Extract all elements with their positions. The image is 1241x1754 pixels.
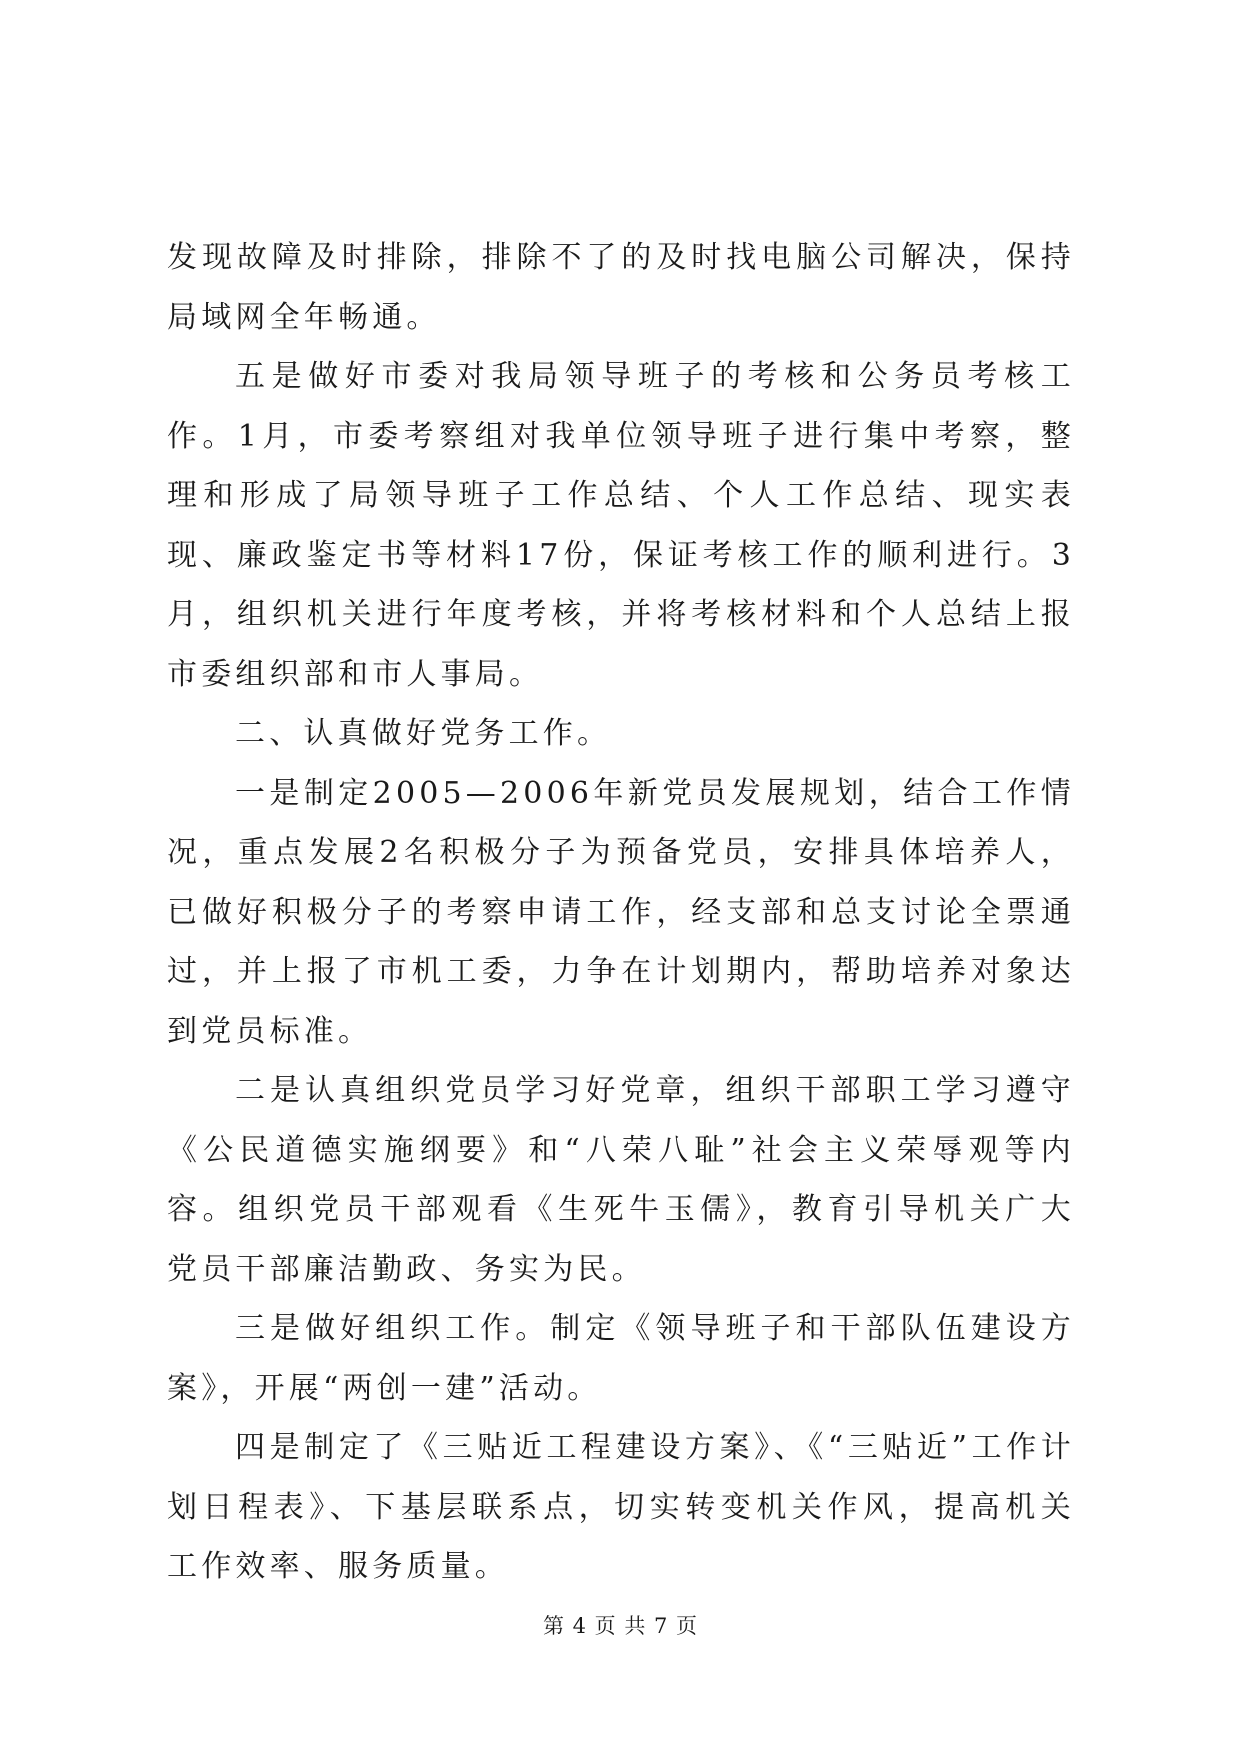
paragraph-assessment-work: 五是做好市委对我局领导班子的考核和公务员考核工作。1月，市委考察组对我单位领导班子进行集中考察，整理和形成了局领导班子工作总结、个人工作总结、现实表现、廉政鉴定书等材料17份，保证考核工作的顺利进行。3月，组织机关进行年度考核，并将考核材料和个人总结上报市委组织部和市人事局。 [167,359,1075,692]
paragraph-three-closeness: 四是制定了《三贴近工程建设方案》、《“三贴近”工作计划日程表》、下基层联系点，切实转变机关作风，提高机关工作效率、服务质量。 [167,1430,1075,1584]
paragraph-organization-work: 三是做好组织工作。制定《领导班子和干部队伍建设方案》，开展“两创一建”活动。 [167,1311,1075,1406]
section-heading-party-affairs: 二、认真做好党务工作。 [235,716,612,751]
paragraph-member-development: 一是制定2005—2006年新党员发展规划，结合工作情况，重点发展2名积极分子为预备党员，安排具体培养人，已做好积极分子的考察申请工作，经支部和总支讨论全票通过，并上报了市机工委，力争在计划期内，帮助培养对象达到党员标准。 [167,775,1075,1049]
paragraph-continuation: 发现故障及时排除，排除不了的及时找电脑公司解决，保持局域网全年畅通。 [167,240,1075,335]
document-body [167,228,1075,1597]
paragraph-party-study: 二是认真组织党员学习好党章，组织干部职工学习遵守《公民道德实施纲要》和“八荣八耻”社会主义荣辱观等内容。组织党员干部观看《生死牛玉儒》，教育引导机关广大党员干部廉洁勤政、务实为民。 [167,1073,1075,1287]
page-number-footer: 第 4 页 共 7 页 [542,1614,699,1638]
